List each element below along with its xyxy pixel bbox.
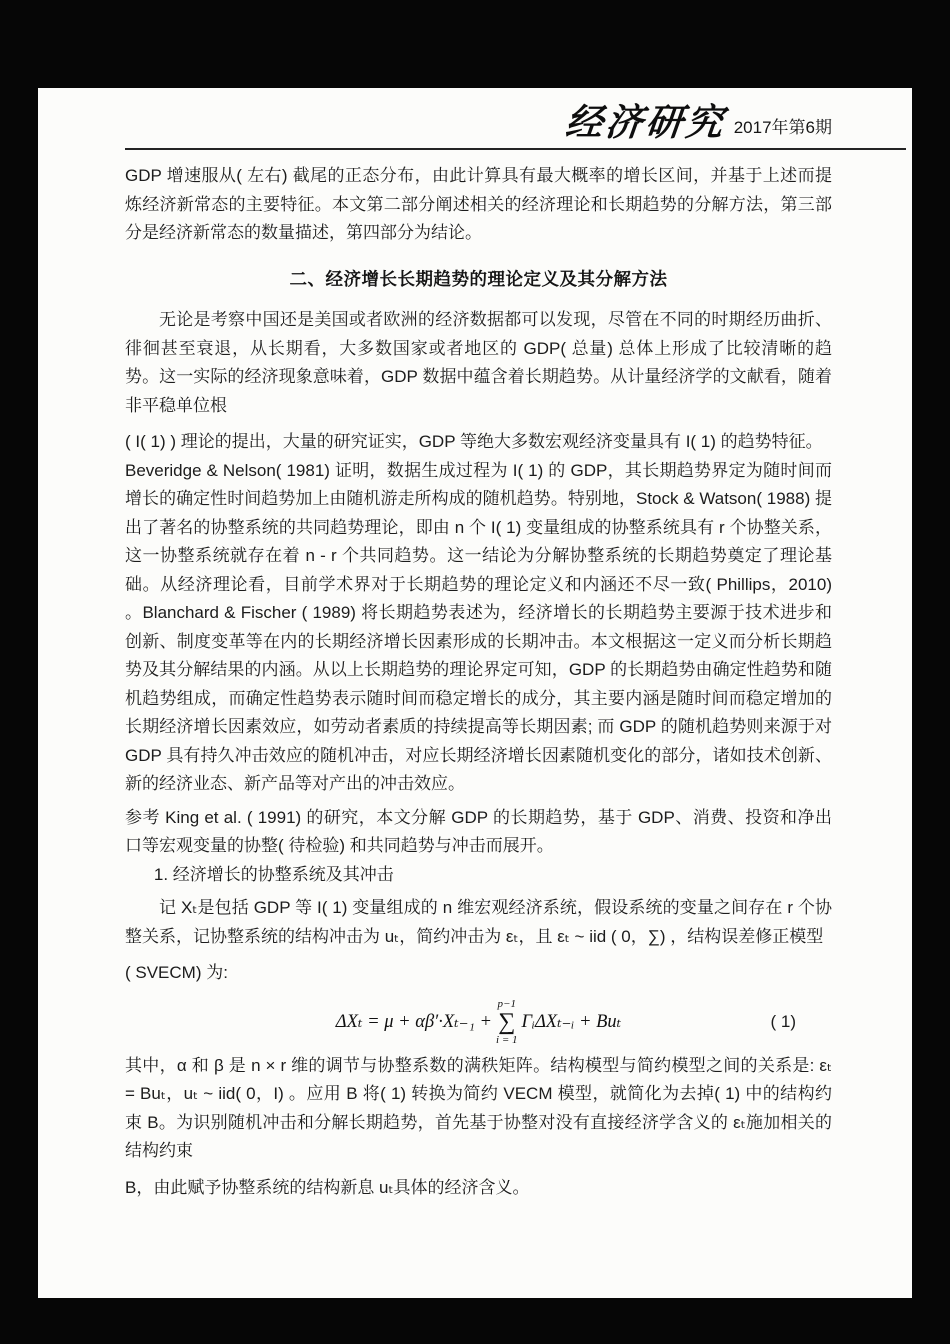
paragraph-svecm: ( SVECM) 为: <box>125 963 228 982</box>
equation-1 <box>125 998 832 1047</box>
header-rule <box>125 148 906 150</box>
paragraph-unit-root: ( I( 1) ) 理论的提出，大量的研究证实，GDP 等绝大多数宏观经济变量具有 I( 1) 的趋势特征。 <box>125 432 823 451</box>
sigma-icon: ∑ <box>498 1009 516 1036</box>
formula-rhs: ΓᵢΔXₜ₋ᵢ + Buₜ <box>521 1011 622 1032</box>
summation-symbol <box>496 998 517 1047</box>
subsection-heading: 1. 经济增长的协整系统及其冲击 <box>153 864 394 884</box>
paragraph-b-constraint: B，由此赋予协整系统的结构新息 uₜ具体的经济含义。 <box>125 1177 530 1197</box>
issue-label: 2017年第6期 <box>733 118 832 137</box>
equation-number: ( 1) <box>770 1011 796 1031</box>
page-header <box>38 88 912 150</box>
summation-upper-limit: p−1 <box>497 997 516 1010</box>
summation-lower-limit: i = 1 <box>496 1034 518 1047</box>
paragraph-overview: 无论是考察中国还是美国或者欧洲的经济数据都可以发现，尽管在不同的时期经历曲折、徘徊甚至衰退，从长期看，大多数国家或者地区的 GDP( 总量) 总体上形成了比较清晰的趋势。这一实际的经济现象意味着，GDP 数据中蕴含着长期趋势。从计量经济学的文献看，随着非平稳单位根 <box>125 310 832 415</box>
paragraph-intro: GDP 增速服从( 左右) 截尾的正态分布，由此计算具有最大概率的增长区间，并基于上述而提炼经济新常态的主要特征。本文第二部分阐述相关的经济理论和长期趋势的分解方法，第三部分是经济新常态的数量描述，第四部分为结论。 <box>125 166 832 242</box>
section-heading: 二、经济增长长期趋势的理论定义及其分解方法 <box>289 268 668 289</box>
formula-lhs: ΔXₜ = μ + αβ′·Xₜ₋₁ + <box>335 1011 493 1032</box>
paragraph-literature: Beveridge & Nelson( 1981) 证明，数据生成过程为 I( 1) 的 GDP，其长期趋势界定为随时间而增长的确定性时间趋势加上由随机游走所构成的随机趋势。特别地，Stock & Watson( 1988) 提出了著名的协整系统的共同趋势理论，即由 n 个 I( 1) 变量组成的协整系统具有 r 个协整关系，这一协整系统就存在着 n - r 个共同趋势。这一结论为分解协整系统的长期趋势奠定了理论基础。从经济理论看，目前学术界对于长期趋势的理论定义和内涵还不尽一致( Phillips，2010) 。Blanchard & Fischer ( 1989) 将长期趋势表述为，经济增长的长期趋势主要源于技术进步和创新、制度变革等在内的长期经济增长因素形成的长期冲击。本文根据这一定义而分析长期趋势及其分解结果的内涵。从以上长期趋势的理论界定可知，GDP 的长期趋势由确定性趋势和随机趋势组成，而确定性趋势表示随时间而稳定增长的成分，其主要内涵是随时间而稳定增加的长期经济增长因素效应，如劳动者素质的持续提高等长期因素; 而 GDP 的随机趋势则来源于对 GDP 具有持久冲击效应的随机冲击，对应长期经济增长因素随机变化的部分，诸如技术创新、新的经济业态、新产品等对产出的冲击效应。 <box>125 460 832 793</box>
paragraph-system: 记 Xₜ是包括 GDP 等 I( 1) 变量组成的 n 维宏观经济系统，假设系统的变量之间存在 r 个协整关系，记协整系统的结构冲击为 uₜ，简约冲击为 εₜ，且 εₜ ~ iid ( 0，∑) ，结构误差修正模型 <box>125 898 832 946</box>
paragraph-king: 参考 King et al. ( 1991) 的研究，本文分解 GDP 的长期趋势，基于 GDP、消费、投资和净出口等宏观变量的协整( 待检验) 和共同趋势与冲击而展开。 <box>125 807 832 855</box>
article-body <box>38 150 912 1202</box>
page <box>38 88 912 1298</box>
paragraph-matrix: 其中，α 和 β 是 n × r 维的调节与协整系数的满秩矩阵。结构模型与简约模型之间的关系是: εₜ = Buₜ，uₜ ~ iid( 0，I) 。应用 B 将( 1) 转换为简约 VECM 模型，就简化为去掉( 1) 中的结构约束 B。为识别随机冲击和分解长期趋势，首先基于协整对没有直接经济学含义的 εₜ施加相关的结构约束 <box>125 1055 832 1161</box>
journal-logo: 经济研究 <box>563 100 728 144</box>
